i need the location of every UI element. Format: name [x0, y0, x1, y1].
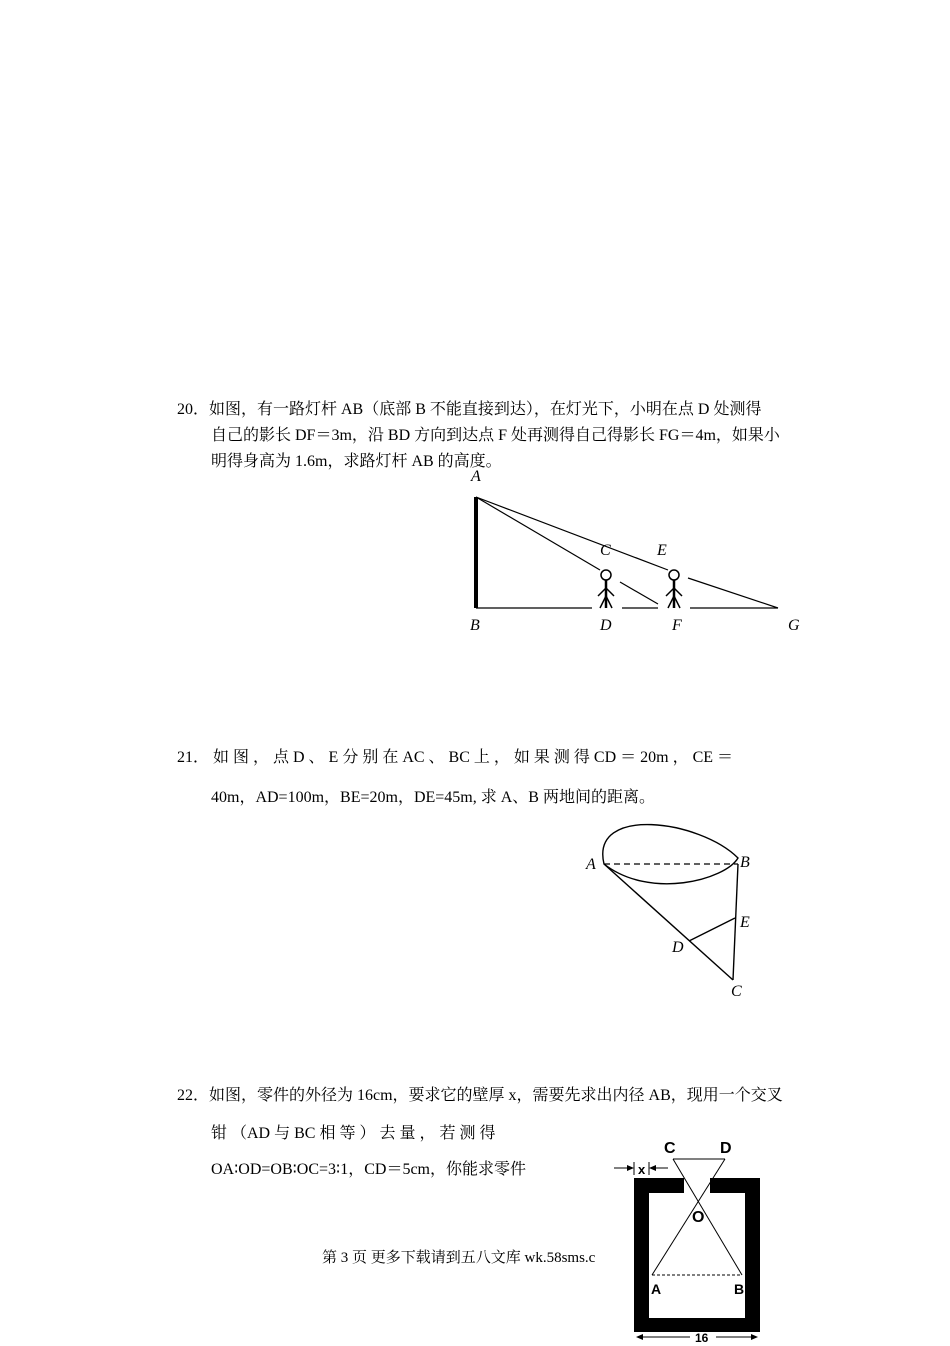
q21-label-b: B [740, 854, 750, 871]
q22-label-a: A [651, 1281, 662, 1297]
q20-label-e: E [657, 542, 667, 559]
q20-label-f: F [672, 617, 682, 634]
crossbar-da [652, 1159, 725, 1275]
q21-label-e: E [740, 914, 750, 931]
q22-line-2: 钳 （AD 与 BC 相 等 ） 去 量 ， 若 测 得 [211, 1125, 496, 1142]
q22-label-width: 16 [695, 1331, 709, 1345]
q20-line-2: 自己的影长 DF＝3m，沿 BD 方向到达点 F 处再测得自己得影长 FG＝4m，如果小 [211, 427, 780, 444]
q22-label-b: B [734, 1281, 745, 1297]
part-top-left-lip [634, 1178, 684, 1193]
q22-label-x: x [638, 1162, 646, 1177]
q22-label-c: C [664, 1140, 676, 1157]
q21-label-a: A [586, 856, 596, 873]
q22-line-1: 22．如图，零件的外径为 16cm，要求它的壁厚 x，需要先求出内径 AB，现用一个交叉 [177, 1087, 783, 1104]
q22-label-d: D [720, 1140, 732, 1157]
page-footer: 第 3 页 更多下载请到五八文库 wk.58sms.c [322, 1250, 596, 1266]
q20-line-1: 20．如图，有一路灯杆 AB（底部 B 不能直接到达），在灯光下，小明在点 D 处测得 [177, 401, 762, 418]
q20-label-b: B [470, 617, 480, 634]
part-right-wall [745, 1178, 760, 1332]
q21-line-2: 40m，AD=100m，BE=20m，DE=45m, 求 A、B 两地间的距离。 [211, 789, 655, 806]
part-left-wall [634, 1178, 649, 1332]
q20-label-a: A [471, 468, 481, 485]
crossbar-cb [673, 1159, 742, 1275]
q21-line-1: 21． 如 图 ， 点 D 、 E 分 别 在 AC 、 BC 上 ， 如 果 测 得 CD ＝ 20m ， CE ＝ [177, 749, 734, 766]
q22-label-o: O [692, 1209, 705, 1226]
q20-line-3: 明得身高为 1.6m，求路灯杆 AB 的高度。 [211, 453, 502, 470]
q20-label-c: C [600, 542, 611, 559]
part-top-right-lip [710, 1178, 760, 1193]
q22-line-3: OA∶OD=OB∶OC=3∶1，CD＝5cm，你能求零件 [211, 1161, 526, 1178]
q20-label-g: G [788, 617, 800, 634]
q21-label-c: C [731, 983, 742, 1000]
q21-label-d: D [672, 939, 684, 956]
q20-label-d: D [600, 617, 612, 634]
